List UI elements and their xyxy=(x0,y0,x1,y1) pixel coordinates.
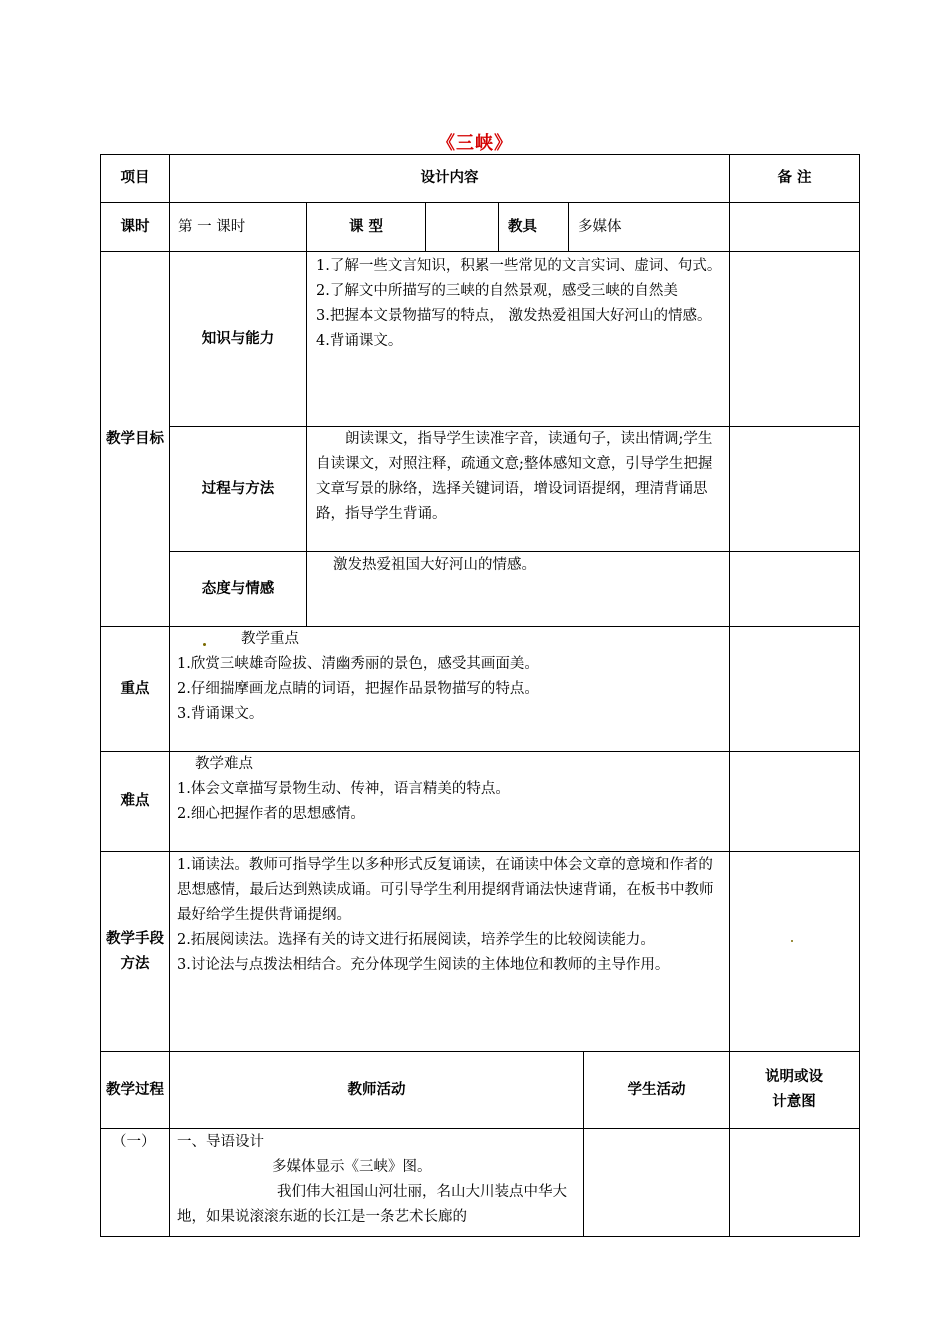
key-point-2: 2.仔细揣摩画龙点睛的词语，把握作品景物描写的特点。 xyxy=(177,681,539,697)
stage-heading: 一、导语设计 xyxy=(177,1134,264,1150)
knowledge-content xyxy=(316,254,722,354)
key-point-1: 1.欣赏三峡雄奇险拔、清幽秀丽的景色，感受其画面美。 xyxy=(177,656,539,672)
process-content: 朗读课文，指导学生读准字音，读通句子，读出情调;学生自读课文，对照注释，疏通文意;整体感知文意，引导学生把握文章写景的脉络，选择关键词语，增设词语提纲，理清背诵思路，指导学生背诵。 xyxy=(316,431,713,522)
knowledge-line-1: 1.了解一些文言知识，积累一些常见的文言实词、虚词、句式。 xyxy=(316,258,722,274)
difficult-points-heading: 教学难点 xyxy=(195,756,253,772)
knowledge-label: 知识与能力 xyxy=(201,330,275,347)
key-point-3: 3.背诵课文。 xyxy=(177,706,264,722)
stage-line-1: 多媒体显示《三峡》图。 xyxy=(272,1159,432,1175)
remark-dot xyxy=(791,940,793,942)
method-1: 1.诵读法。教师可指导学生以多种形式反复诵读，在诵读中体会文章的意境和作者的思想感情，最后达到熟读成诵。可引导学生利用提纲背诵法快速背诵，在板书中教师最好给学生提供背诵提纲。 xyxy=(177,857,714,923)
teacher-activity-header: 教师活动 xyxy=(347,1081,406,1098)
tools-value: 多媒体 xyxy=(578,219,622,235)
student-activity-header: 学生活动 xyxy=(627,1081,686,1098)
lesson-label: 课时 xyxy=(120,218,150,235)
process-stage-header: 教学过程 xyxy=(106,1081,164,1098)
key-points-label: 重点 xyxy=(120,680,150,697)
method-2: 2.拓展阅读法。选择有关的诗文进行拓展阅读，培养学生的比较阅读能力。 xyxy=(177,932,655,948)
knowledge-line-2: 2.了解文中所描写的三峡的自然景观，感受三峡的自然美 xyxy=(316,283,678,299)
method-3: 3.讨论法与点拨法相结合。充分体现学生阅读的主体地位和教师的主导作用。 xyxy=(177,957,670,973)
header-item: 项目 xyxy=(120,170,150,186)
type-value xyxy=(426,203,498,251)
process-label: 过程与方法 xyxy=(201,480,275,497)
key-points-content xyxy=(177,627,725,727)
design-notes-header: 说明或设计意图 xyxy=(765,1069,823,1110)
tools-label-text: 教具 xyxy=(508,219,537,235)
methods-label: 教学手段方法 xyxy=(106,930,164,972)
bullet-dot xyxy=(203,643,206,646)
difficult-point-2: 2.细心把握作者的思想感情。 xyxy=(177,806,365,822)
difficult-points-content xyxy=(177,752,725,827)
tools-label xyxy=(508,215,568,240)
difficult-point-1: 1.体会文章描写景物生动、传神，语言精美的特点。 xyxy=(177,781,510,797)
objectives-label: 教学目标 xyxy=(106,430,164,447)
header-remarks: 备 注 xyxy=(777,170,812,186)
attitude-label: 态度与情感 xyxy=(201,580,275,597)
attitude-content: 激发热爱祖国大好河山的情感。 xyxy=(333,557,536,573)
stage-content xyxy=(177,1130,577,1230)
stage-line-2: 我们伟大祖国山河壮丽，名山大川装点中华大地，如果说滚滚东逝的长江是一条艺术长廊的 xyxy=(177,1184,567,1225)
key-points-heading: 教学重点 xyxy=(241,631,299,647)
document-title: 《三峡》 xyxy=(437,133,513,154)
difficult-points-label: 难点 xyxy=(120,793,150,809)
knowledge-line-4: 4.背诵课文。 xyxy=(316,333,403,349)
knowledge-line-3: 3.把握本文景物描写的特点， 激发热爱祖国大好河山的情感。 xyxy=(316,308,712,324)
type-label: 课 型 xyxy=(348,218,384,235)
methods-content xyxy=(177,853,723,978)
lesson-period: 第 一 课时 xyxy=(178,219,246,235)
header-design: 设计内容 xyxy=(420,170,479,186)
stage-index: （一） xyxy=(112,1134,156,1150)
